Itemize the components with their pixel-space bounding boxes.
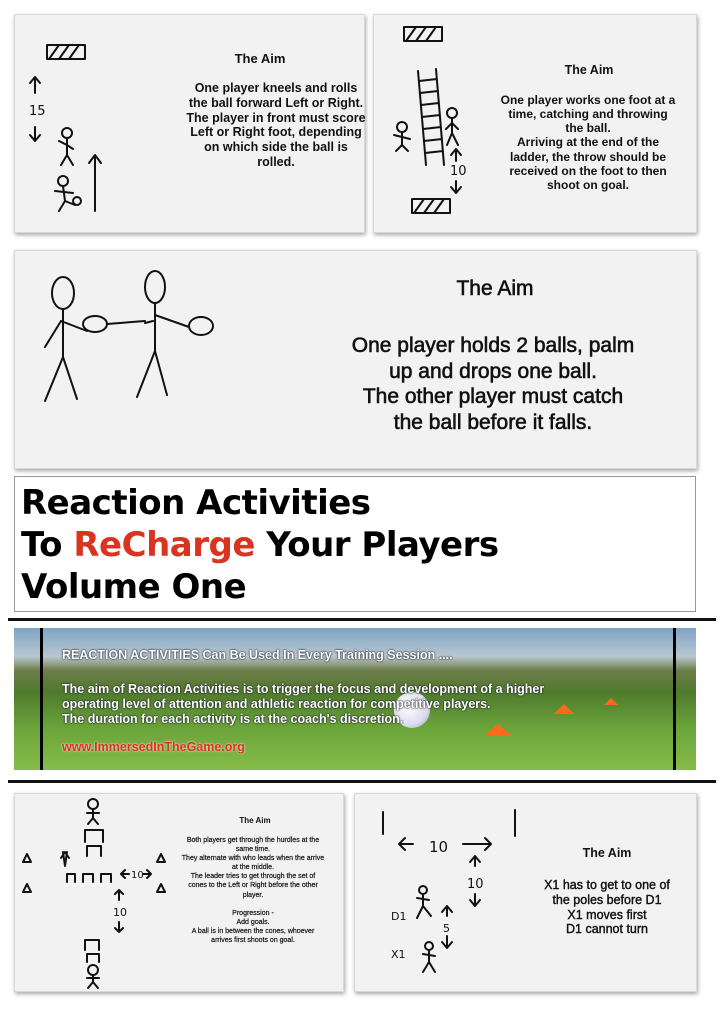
- activity-card-kneel-roll: [14, 14, 365, 233]
- activity-card-hurdles: [14, 793, 344, 992]
- banner-heading: REACTION ACTIVITIES Can Be Used In Every Training Session ....: [62, 648, 453, 662]
- card-description: One player holds 2 balls, palm up and drops one ball. The other player must catch the ball before it falls.: [351, 334, 635, 434]
- banner-text-line: The duration for each activity is at the coach's discretion.: [62, 712, 404, 726]
- banner-border-bottom: [8, 780, 716, 783]
- card-description: One player kneels and rolls the ball forward Left or Right. The player in front must score Left or Right foot, depending on which side the ball is rolled.: [186, 81, 366, 169]
- distance-label: 15: [29, 104, 46, 119]
- drill-sketch-ladder: [374, 15, 494, 232]
- banner-border-top: [8, 618, 716, 621]
- card-title: The Aim: [456, 277, 534, 300]
- website-link[interactable]: www.ImmersedInTheGame.org: [62, 740, 245, 754]
- title-line-1: Reaction Activities: [21, 483, 371, 523]
- activity-card-ladder: [373, 14, 697, 233]
- distance-label: 5: [443, 922, 450, 935]
- player-label-d1: D1: [391, 910, 407, 923]
- drill-sketch-kneel-roll: [15, 15, 155, 232]
- card-description: Both players get through the hurdles at the same time. They alternate with who leads when the arrive at the middle. The leader tries to get through the set of cones to the Left or Right before the other player. Progression - Add goals. A ball is in between the cones, whoever arrives first shoots on goal.: [181, 837, 325, 945]
- activity-card-ball-drop: [14, 250, 697, 469]
- card-title: The Aim: [239, 816, 271, 825]
- card-title: The Aim: [234, 51, 286, 66]
- title-accent-word: ReCharge: [73, 525, 255, 565]
- activity-card-poles: [354, 793, 697, 992]
- distance-label: 10: [450, 164, 467, 179]
- banner-text-line: The aim of Reaction Activities is to trigger the focus and development of a higher: [62, 682, 545, 696]
- title-line-3: Volume One: [21, 567, 247, 607]
- distance-label: 10: [113, 906, 127, 919]
- distance-label: 10: [467, 877, 484, 892]
- banner-text-line: operating level of attention and athletic reaction for competitive players.: [62, 697, 491, 711]
- drill-sketch-poles: [355, 794, 535, 991]
- card-title: The Aim: [564, 63, 614, 77]
- title-line-2-prefix: To: [21, 525, 74, 565]
- distance-label: 10: [131, 870, 144, 881]
- card-description: One player works one foot at a time, catching and throwing the ball. Arriving at the end of the ladder, the throw should be received on the foot to then shoot on goal.: [500, 93, 676, 192]
- title-line-2-suffix: Your Players: [254, 525, 499, 565]
- document-title-box: [14, 476, 696, 612]
- drill-sketch-ball-drop: [15, 251, 255, 468]
- distance-label: 10: [429, 838, 449, 856]
- player-label-x1: X1: [391, 948, 406, 961]
- card-description: X1 has to get to one of the poles before D1 X1 moves first D1 cannot turn: [544, 878, 670, 937]
- card-title: The Aim: [582, 846, 632, 860]
- title-line-2: [21, 525, 499, 565]
